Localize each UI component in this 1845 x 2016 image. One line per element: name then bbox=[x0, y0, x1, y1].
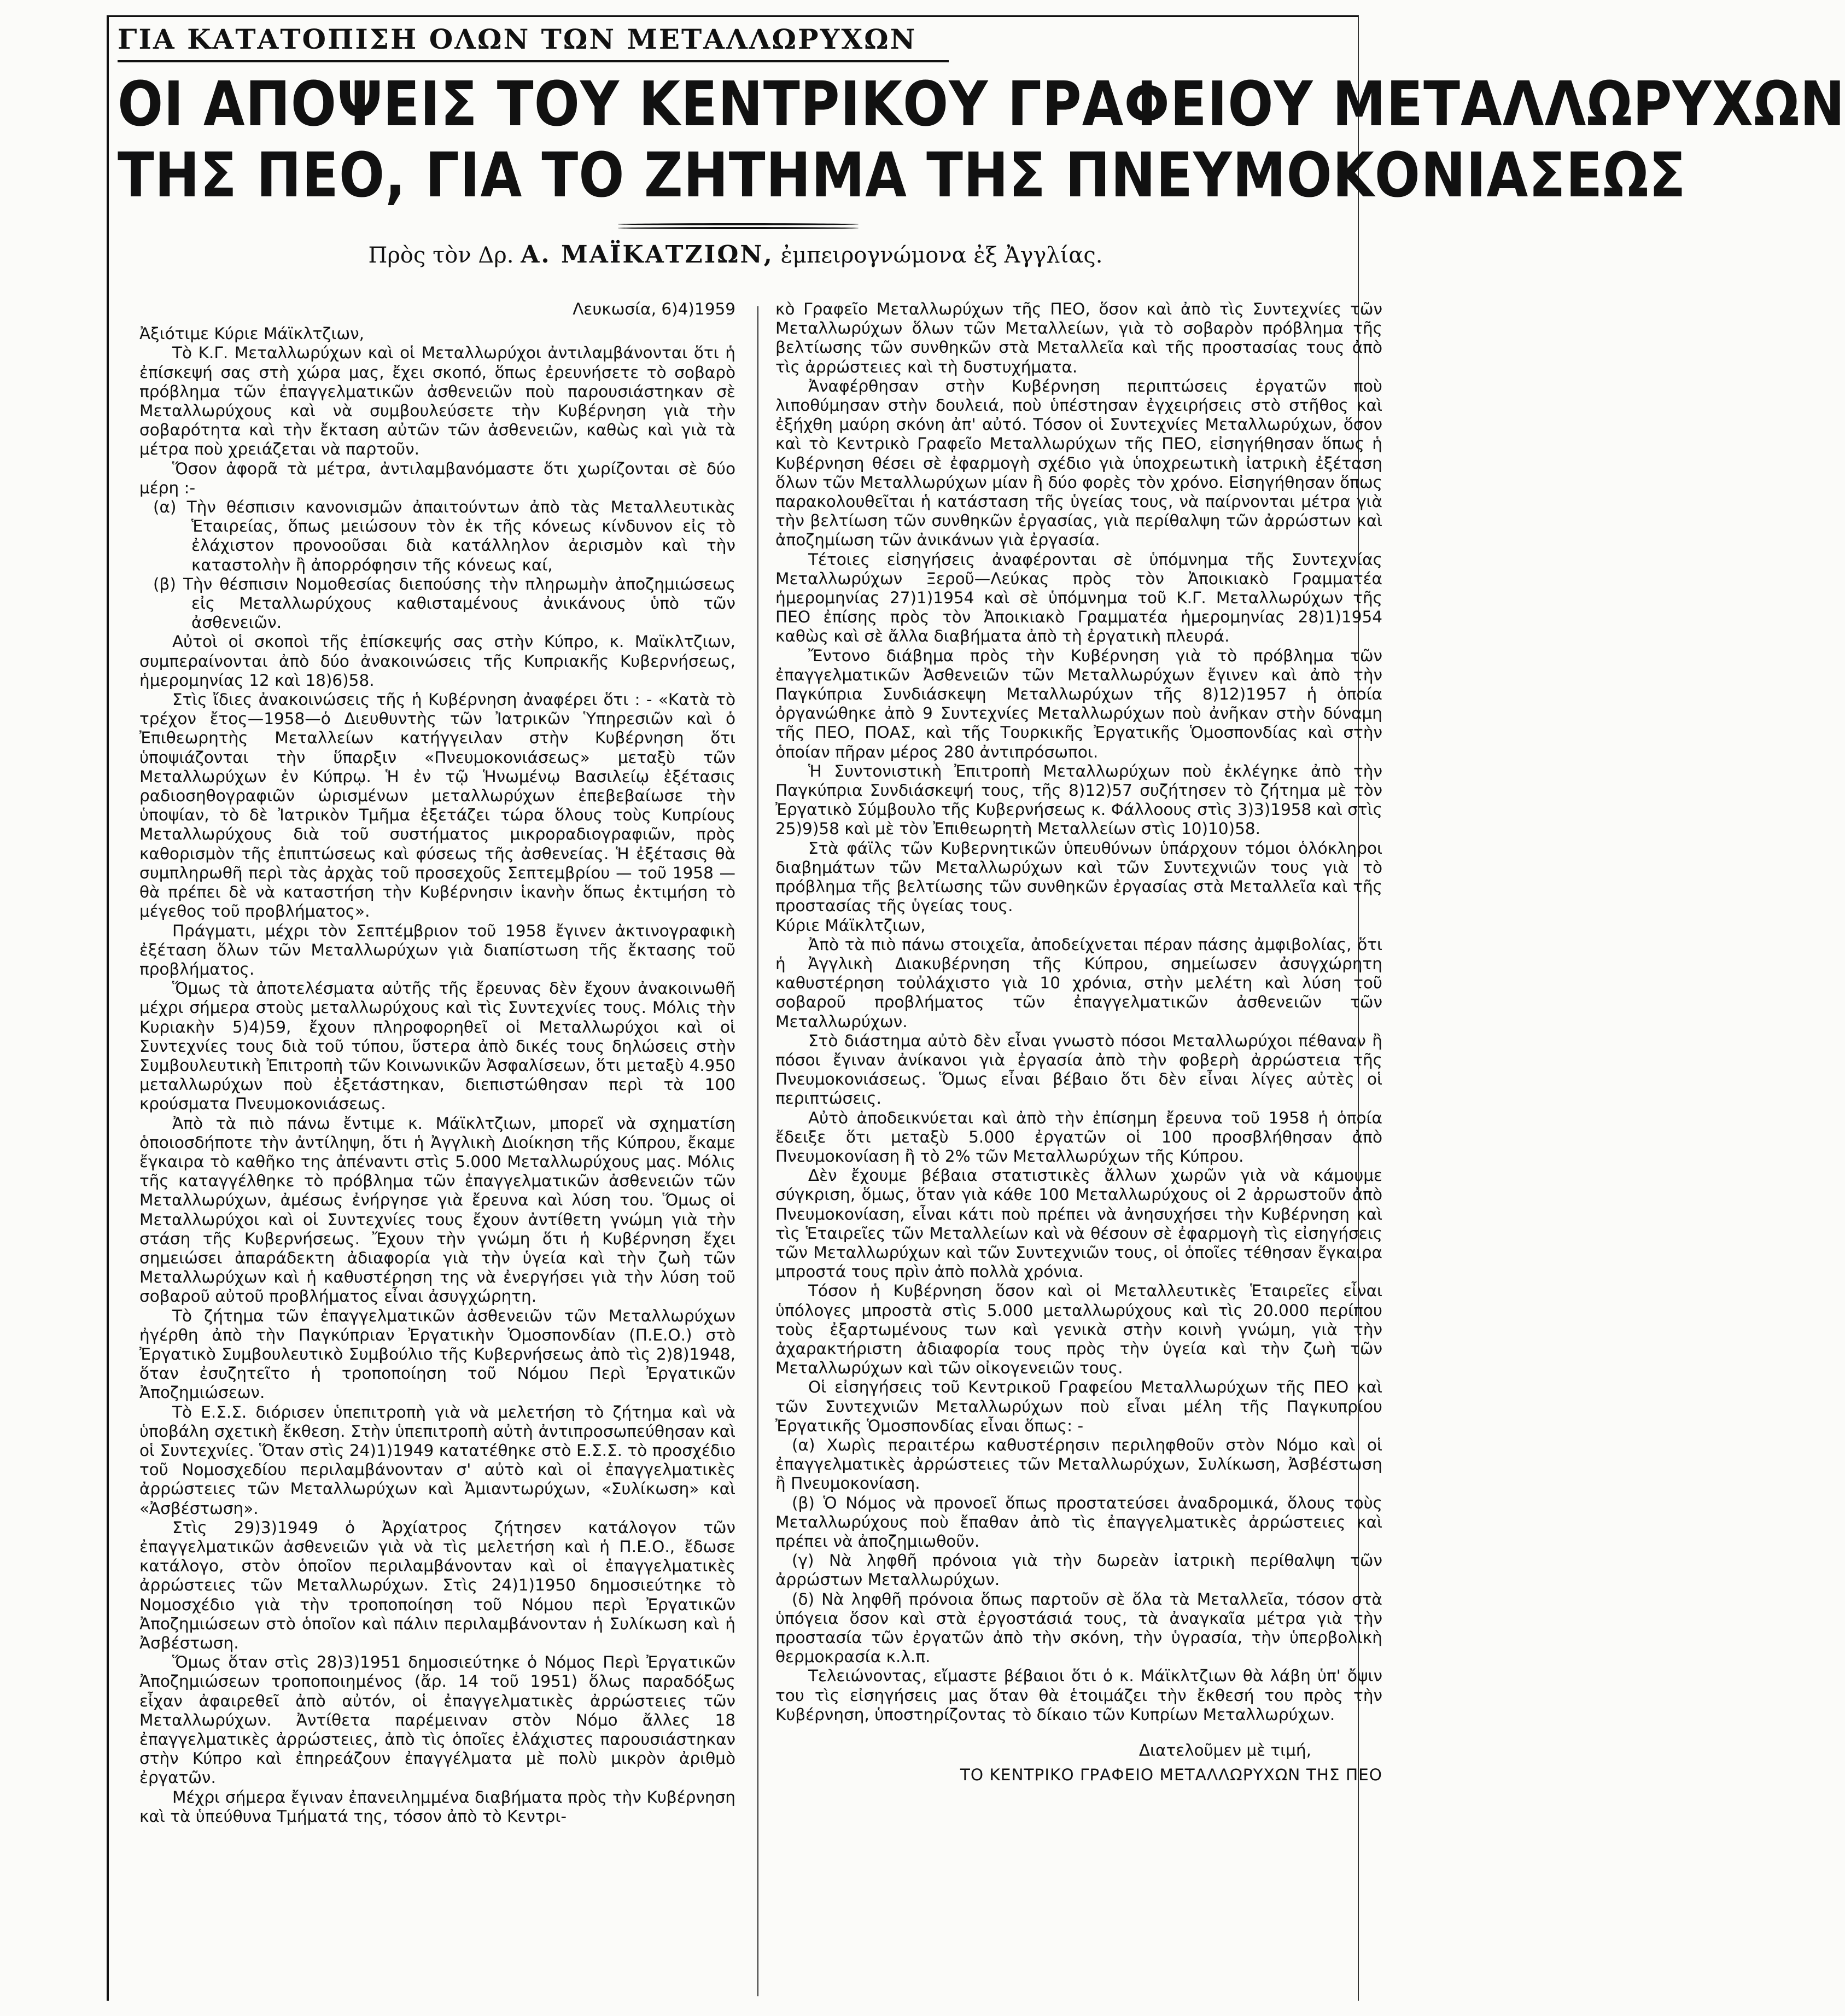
headline-line-2: ΤΗΣ ΠΕΟ, ΓΙΑ ΤΟ ΖΗΤΗΜΑ ΤΗΣ ΠΝΕΥΜΟΚΟΝΙΑΣΕΩΣ bbox=[118, 139, 1686, 212]
paragraph: Τὸ Ε.Σ.Σ. διόρισεν ὑπεπιτροπὴ γιὰ νὰ μελετήση τὸ ζήτημα καὶ νὰ ὑποβάλη σχετικὴ ἔκθεση. Στὴν ὑπεπιτροπὴ αὐτὴ ἀντιπροσωπεύθησαν καὶ οἱ Συντεχνίες. Ὅταν στὶς 24)1)1949 κατατέθηκε στὸ Ε.Σ.Σ. τὸ προσχέδιο τοῦ Νομοσχεδίου περιλαμβάνονταν σ' αὐτὸ καὶ οἱ ἐπαγγελματικὲς ἀρρώστειες τῶν Μεταλλωρύχων καὶ Ἀμιαντωρύχων, «Συλίκωση» καὶ «Ἀσβέστωση». bbox=[139, 1402, 735, 1518]
subheading bbox=[118, 240, 1353, 271]
paragraph: Στὶς ἴδιες ἀνακοινώσεις τῆς ἡ Κυβέρνηση ἀναφέρει ὅτι : - «Κατὰ τὸ τρέχον ἔτος—1958—ὁ Διευθυντὴς τῶν Ἰατρικῶν Ὑπηρεσιῶν καὶ ὁ Ἐπιθεωρητὴς Μεταλλείων κατήγγειλαν στὴν Κυβέρνηση ὅτι ὑποψιάζονται τὴν ὕπαρξιν «Πνευμοκονιάσεως» μεταξὺ τῶν Μεταλλωρύχων ἐν Κύπρῳ. Ἡ ἐν τῷ Ἡνωμένῳ Βασιλείῳ ἐξέτασις ραδιοσηθογραφιῶν ὡρισμένων μεταλλωρύχων ἐπεβεβαίωσε τὴν ὑποψίαν, τὸ δὲ Ἰατρικὸν Τμῆμα ἐξετάζει τώρα ὅλους τοὺς Κυπρίους Μεταλλωρύχους διὰ τοῦ συστήματος μικροραδιογραφιῶν, πρὸς καθορισμὸν τῆς ἐπιπτώσεως καὶ φύσεως τῆς ἀσθενείας. Ἡ ἐξέτασις θὰ συμπληρωθῆ περὶ τὰς ἀρχὰς τοῦ προσεχοῦς Σεπτεμβρίου — τοῦ 1958 — θὰ πρέπει δὲ νὰ καταστήση τὴν Κυβέρνησιν ἱκανὴν ὅπως ἐκτιμήση τὸ μέγεθος τοῦ προβλήματος». bbox=[139, 690, 735, 921]
headline-line-1: ΟΙ ΑΠΟΨΕΙΣ ΤΟΥ ΚΕΝΤΡΙΚΟΥ ΓΡΑΦΕΙΟΥ ΜΕΤΑΛΛΩΡΥΧΩΝ bbox=[118, 68, 1845, 141]
subhead-name: Α. ΜΑΪΚΑΤΖΙΩΝ, bbox=[521, 241, 774, 269]
paragraph: Ἀναφέρθησαν στὴν Κυβέρνηση περιπτώσεις ἐργατῶν ποὺ λιποθύμησαν στὴν δουλειά, ποὺ ὑπέστησαν ἐγχειρήσεις στὸ στῆθος καὶ ἐξήχθη μαύρη σκόνη ἀπ' αὐτό. Τόσον οἱ Συντεχνίες Μεταλλωρύχων, ὅσον καὶ τὸ Κεντρικὸ Γραφεῖο Μεταλλωρύχων τῆς ΠΕΟ, εἰσηγήθησαν ὅπως ἡ Κυβέρνηση θέσει σὲ ἐφαρμογὴ σχέδιο γιὰ ὑποχρεωτικὴ ἰατρικὴ ἐξέταση ὅλων τῶν Μεταλλωρύχων μίαν ἢ δύο φορὲς τὸν χρόνο. Εἰσηγήθησαν ὅπως παρακολουθεῖται ἡ κατάσταση τῆς ὑγείας τους, νὰ παίρνονται μέτρα γιὰ τὴν βελτίωση τῶν συνθηκῶν ἐργασίας, γιὰ περίθαλψη τῶν ἀρρώστων καὶ ἀποζημίωση τῶν ἀνικάνων γιὰ ἐργασία. bbox=[775, 376, 1382, 550]
address-line: Κύριε Μάϊκλτζιων, bbox=[775, 916, 926, 935]
paragraph: κὸ Γραφεῖο Μεταλλωρύχων τῆς ΠΕΟ, ὅσον καὶ ἀπὸ τὶς Συντεχνίες τῶν Μεταλλωρύχων ὅλων τῶν Μεταλλείων, γιὰ τὸ σοβαρὸν πρόβλημα τῆς βελτίωσης τῶν συνθηκῶν στὰ Μεταλλεῖα καὶ τῆς προστασίας τους ἀπὸ τὶς ἀρρώστειες καὶ τὴ δυστυχήματα. bbox=[775, 300, 1382, 376]
subhead-prefix: Πρὸς τὸν Δρ. bbox=[368, 243, 514, 268]
paragraph: Αὐτὸ ἀποδεικνύεται καὶ ἀπὸ τὴν ἐπίσημη ἔρευνα τοῦ 1958 ἡ ὁποία ἔδειξε ὅτι μεταξὺ 5.000 ἐργατῶν οἱ 100 προσβλήθησαν ἀπὸ Πνευμοκονίαση ἢ τὸ 2% τῶν Μεταλλωρύχων τῆς Κύπρου. bbox=[775, 1108, 1382, 1166]
paragraph: Στὸ διάστημα αὐτὸ δὲν εἶναι γνωστὸ πόσοι Μεταλλωρύχοι πέθαναν ἢ πόσοι ἔγιναν ἀνίκανοι γιὰ ἐργασία ἀπὸ τὴν φοβερὴ ἀρρώστεια τῆς Πνευμοκονιάσεως. Ὅμως εἶναι βέβαιο ὅτι δὲν εἶναι λίγες αὐτὲς οἱ περιπτώσεις. bbox=[775, 1031, 1382, 1108]
column-rule bbox=[757, 306, 758, 1996]
paragraph: Δὲν ἔχουμε βέβαια στατιστικὲς ἄλλων χωρῶν γιὰ νὰ κάμουμε σύγκριση, ὅμως, ὅταν γιὰ κάθε 100 Μεταλλωρύχους οἱ 2 ἀρρωστοῦν ἀπὸ Πνευμοκονίαση, εἶναι κάτι ποὺ πρέπει νὰ ἀνησυχήσει τὴν Κυβέρνηση καὶ τὶς Ἑταιρεῖες τῶν Μεταλλείων καὶ νὰ θέσουν σὲ ἐφαρμογὴ τὶς εἰσηγήσεις τῶν Μεταλλωρύχων καὶ τῶν Συντεχνιῶν τους, οἱ ὁποῖες τέθησαν ἔγκαιρα μπροστά τους πρὶν ἀπὸ πολλὰ χρόνια. bbox=[775, 1166, 1382, 1281]
paragraph: Πράγματι, μέχρι τὸν Σεπτέμβριον τοῦ 1958 ἔγινεν ἀκτινογραφικὴ ἐξέταση ὅλων τῶν Μεταλλωρύχων γιὰ διαπίστωση τῆς ἔκτασης τοῦ προβλήματος. bbox=[139, 921, 735, 978]
paragraph: Ὅσον ἀφορᾶ τὰ μέτρα, ἀντιλαμβανόμαστε ὅτι χωρίζονται σὲ δύο μέρη :- bbox=[139, 459, 735, 497]
paragraph: Τόσον ἡ Κυβέρνηση ὅσον καὶ οἱ Μεταλλευτικὲς Ἑταιρεῖες εἶναι ὑπόλογες μπροστὰ στὶς 5.000 μεταλλωρύχους καὶ τὶς 20.000 περίπου τοὺς ἐξαρτωμένους των καὶ γενικὰ στὴν κοινὴ γνώμη, γιὰ τὴν ἀχαρακτήριστη ἀδιαφορία τους πρὸς τὴν ὑγεία καὶ τὴν ζωὴ τῶν Μεταλλωρύχων καὶ τῶν οἰκογενειῶν τους. bbox=[775, 1281, 1382, 1378]
paragraph: Τελειώνοντας, εἴμαστε βέβαιοι ὅτι ὁ κ. Μάϊκλτζιων θὰ λάβη ὑπ' ὄψιν του τὶς εἰσηγήσεις μας ὅταν θὰ ἑτοιμάζει τὴν ἔκθεσή του πρὸς τὴν Κυβέρνηση, ὑποστηρίζοντας τὸ δίκαιο τῶν Κυπρίων Μεταλλωρύχων. bbox=[775, 1667, 1382, 1724]
signature: ΤΟ ΚΕΝΤΡΙΚΟ ΓΡΑΦΕΙΟ ΜΕΤΑΛΛΩΡΥΧΩΝ ΤΗΣ ΠΕΟ bbox=[960, 1766, 1382, 1785]
right-column bbox=[775, 300, 1382, 1785]
paragraph: Στὰ φάϊλς τῶν Κυβερνητικῶν ὑπευθύνων ὑπάρχουν τόμοι ὁλόκληροι διαβημάτων τῶν Μεταλλωρύχων καὶ τῶν Συντεχνιῶν τους γιὰ τὸ πρόβλημα τῆς βελτίωσης τῶν συνθηκῶν ἐργασίας στὰ Μεταλλεῖα καὶ τῆς προστασίας τῆς ὑγείας τους. bbox=[775, 838, 1382, 916]
list-item: (δ) Νὰ ληφθῆ πρόνοια ὅπως παρτοῦν σὲ ὅλα τὰ Μεταλλεῖα, τόσον στὰ ὑπόγεια ὅσον καὶ στὰ ἐργοστάσιά τους, τὰ ἀναγκαῖα μέτρα γιὰ τὴν προστασία τῶν ἐργατῶν ἀπὸ τὴν σκόνη, τὴν ὑγρασία, τὴν ὑπερβολικὴ θερμοκρασία κ.λ.π. bbox=[775, 1589, 1382, 1667]
paragraph: Μέχρι σήμερα ἔγιναν ἐπανειλημμένα διαβήματα πρὸς τὴν Κυβέρνηση καὶ τὰ ὑπεύθυνα Τμήματά της, τόσον ἀπὸ τὸ Κεντρι- bbox=[139, 1787, 735, 1826]
left-column bbox=[139, 300, 735, 1826]
paragraph: Τέτοιες εἰσηγήσεις ἀναφέρονται σὲ ὑπόμνημα τῆς Συντεχνίας Μεταλλωρύχων Ξεροῦ—Λεύκας πρὸς τὸν Ἀποικιακὸ Γραμματέα ἡμερομηνίας 27)1)1954 καὶ σὲ ὑπόμνημα τοῦ Κ.Γ. Μεταλλωρύχων τῆς ΠΕΟ ἐπίσης πρὸς τὸν Ἀποικιακὸ Γραμματέα ἡμερομηνίας 28)1)1954 καθὼς καὶ σὲ ἄλλα διαβήματα ἀπὸ τὴ ἐργατικὴ πλευρά. bbox=[775, 550, 1382, 646]
paragraph: Οἱ εἰσηγήσεις τοῦ Κεντρικοῦ Γραφείου Μεταλλωρύχων τῆς ΠΕΟ καὶ τῶν Συντεχνιῶν Μεταλλωρύχων ποὺ εἶναι μέλη τῆς Παγκυπρίου Ἐργατικῆς Ὁμοσπονδίας εἶναι ὅπως: - bbox=[775, 1378, 1382, 1435]
kicker-underline bbox=[118, 60, 949, 62]
paragraph: Ἀπὸ τὰ πιὸ πάνω στοιχεῖα, ἀποδείχνεται πέραν πάσης ἀμφιβολίας, ὅτι ἡ Ἀγγλικὴ Διακυβέρνηση τῆς Κύπρου, σημείωσεν ἀσυγχώρητη καθυστέρηση τοὐλάχιστο γιὰ 10 χρόνια, στὴν μελέτη καὶ λύση τοῦ σοβαροῦ προβλήματος τῶν ἐπαγγελματικῶν ἀσθενειῶν τῶν Μεταλλωρύχων. bbox=[775, 935, 1382, 1031]
paragraph: Ἔντονο διάβημα πρὸς τὴν Κυβέρνηση γιὰ τὸ πρόβλημα τῶν ἐπαγγελματικῶν Ἀσθενειῶν τῶν Μεταλλωρύχων ἔγινεν καὶ ἀπὸ τὴν Παγκύπρια Συνδιάσκεψη Μεταλλωρύχων τῆς 8)12)1957 ἡ ὁποία ὀργανώθηκε ἀπὸ 9 Συντεχνίες Μεταλλωρύχων ποὺ ἀνῆκαν στὴν δύναμη τῆς ΠΕΟ, ΠΟΑΣ, καὶ τῆς Τουρκικῆς Ἐργατικῆς Ὁμοσπονδίας καὶ στὴν ὁποίαν πῆραν μέρος 280 ἀντιπρόσωποι. bbox=[775, 646, 1382, 761]
list-item: (α) Χωρὶς περαιτέρω καθυστέρησιν περιληφθοῦν στὸν Νόμο καὶ οἱ ἐπαγγελματικὲς ἀρρώστειες τῶν Μεταλλωρύχων, Συλίκωση, Ἀσβέστωση ἢ Πνευμοκονίαση. bbox=[775, 1435, 1382, 1493]
paragraph: Τὸ Κ.Γ. Μεταλλωρύχων καὶ οἱ Μεταλλωρύχοι ἀντιλαμβάνονται ὅτι ἡ ἐπίσκεψή σας στὴ χώρα μας, ἔχει σκοπό, ὅπως ἐρευνήσετε τὸ σοβαρὸ πρόβλημα τῶν ἐπαγγελματικῶν ἀσθενειῶν ποὺ παρουσιάστηκαν σὲ Μεταλλωρύχους καὶ νὰ συμβουλεύσετε τὴν Κυβέρνηση γιὰ τὴν σοβαρότητα καὶ τὴν ἔκταση αὐτῶν τῶν ἀσθενειῶν, καθὼς καὶ γιὰ τὰ μέτρα ποὺ χρειάζεται νὰ παρτοῦν. bbox=[139, 343, 735, 459]
ornamental-divider bbox=[618, 222, 859, 227]
paragraph: Ἡ Συντονιστικὴ Ἐπιτροπὴ Μεταλλωρύχων ποὺ ἐκλέγηκε ἀπὸ τὴν Παγκύπρια Συνδιάσκεψή τους, τῆς 8)12)57 συζήτησεν τὸ ζήτημα μὲ τὸν Ἐργατικὸ Σύμβουλο τῆς Κυβερνήσεως κ. Φάλλοους στὶς 3)3)1958 καὶ στὶς 25)9)58 καὶ μὲ τὸν Ἐπιθεωρητὴ Μεταλλείων στὶς 10)10)58. bbox=[775, 761, 1382, 838]
list-item: (α) Τὴν θέσπισιν κανονισμῶν ἀπαιτούντων ἀπὸ τὰς Μεταλλευτικὰς Ἑταιρείας, ὅπως μειώσουν τὸν ἐκ τῆς κόνεως κίνδυνον εἰς τὸ ἐλάχιστον προνοοῦσαι διὰ κατάλληλον ἀερισμὸν καὶ τὴν καταστολὴν ἢ ἀπορρόφησιν τῆς κόνεως καί, bbox=[153, 498, 735, 574]
paragraph: Ὅμως τὰ ἀποτελέσματα αὐτῆς τῆς ἔρευνας δὲν ἔχουν ἀνακοινωθῆ μέχρι σήμερα στοὺς μεταλλωρύχους καὶ τὶς Συντεχνίες τους. Μόλις τὴν Κυριακὴν 5)4)59, ἔχουν πληροφορηθεῖ οἱ Μεταλλωρύχοι καὶ οἱ Συντεχνίες τους διὰ τοῦ τύπου, ὕστερα ἀπὸ δικές τους δηλώσεις στὴν Συμβουλευτικὴ Ἐπιτροπὴ τῶν Κοινωνικῶν Ἀσφαλίσεων, ὅτι μεταξὺ 4.950 μεταλλωρύχων ποὺ ἐξετάστηκαν, διεπιστώθησαν περὶ τὰ 100 κρούσματα Πνευμοκονιάσεως. bbox=[139, 979, 735, 1114]
closing-line: Διατελοῦμεν μὲ τιμή, bbox=[1138, 1741, 1311, 1760]
paragraph: Ἀπὸ τὰ πιὸ πάνω ἔντιμε κ. Μάϊκλτζιων, μπορεῖ νὰ σχηματίση ὁποιοσδήποτε τὴν ἀντίληψη, ὅτι ἡ Ἀγγλικὴ Διοίκηση τῆς Κύπρου, ἔκαμε ἔγκαιρα τὸ καθῆκο της ἀπέναντι στὶς 5.000 Μεταλλωρύχους μας. Μόλις τῆς καταγγέλθηκε τὸ πρόβλημα τῶν ἐπαγγελματικῶν ἀσθενειῶν τῶν Μεταλλωρύχων, ἀμέσως ἐνήργησε γιὰ ἔρευνα καὶ λύση του. Ὅμως οἱ Μεταλλωρύχοι καὶ οἱ Συντεχνίες τους ἔχουν ἀντίθετη γνώμη γιὰ τὴν στάση τῆς Κυβερνήσεως. Ἔχουν τὴν γνώμη ὅτι ἡ Κυβέρνηση ἔχει σημειώσει ἀπαράδεκτη ἀδιαφορία γιὰ τὴν ὑγεία καὶ τὴν ζωὴ τῶν Μεταλλωρύχων καὶ ἡ καθυστέρηση της νὰ ἐνεργήσει γιὰ τὴν λύση τοῦ σοβαροῦ αὐτοῦ προβλήματος εἶναι ἀσυγχώρητη. bbox=[139, 1114, 735, 1306]
paragraph: Τὸ ζήτημα τῶν ἐπαγγελματικῶν ἀσθενειῶν τῶν Μεταλλωρύχων ἠγέρθη ἀπὸ τὴν Παγκύπριαν Ἐργατικὴν Ὁμοσπονδίαν (Π.Ε.Ο.) στὸ Ἐργατικὸ Συμβουλευτικὸ Συμβούλιο τῆς Κυβερνήσεως ἀπὸ τὶς 2)8)1948, ὅταν ἐσυζητεῖτο ἡ τροποποίηση τοῦ Νόμου Περὶ Ἐργατικῶν Ἀποζημιώσεων. bbox=[139, 1306, 735, 1402]
kicker-heading: ΓΙΑ ΚΑΤΑΤΟΠΙΣΗ ΟΛΩΝ ΤΩΝ ΜΕΤΑΛΛΩΡΥΧΩΝ bbox=[118, 23, 917, 55]
paragraph: Αὐτοὶ οἱ σκοποὶ τῆς ἐπίσκεψής σας στὴν Κύπρο, κ. Μαϊκλτζιων, συμπεραίνονται ἀπὸ δύο ἀνακοινώσεις τῆς Κυπριακῆς Κυβερνήσεως, ἡμερομηνίας 12 καὶ 18)6)58. bbox=[139, 632, 735, 690]
salutation: Ἀξιότιμε Κύριε Μάϊκλτζιων, bbox=[139, 324, 365, 343]
paragraph: Ὅμως ὅταν στὶς 28)3)1951 δημοσιεύτηκε ὁ Νόμος Περὶ Ἐργατικῶν Ἀποζημιώσεων τροποποιημένος (ἄρ. 14 τοῦ 1951) ὅλως παραδόξως εἶχαν ἀφαιρεθεῖ ἀπὸ αὐτόν, οἱ ἐπαγγελματικὲς ἀρρώστειες τῶν Μεταλλωρύχων. Ἀντίθετα παρέμειναν στὸν Νόμο ἄλλες 18 ἐπαγγελματικὲς ἀρρώστειες, ἀπὸ τὶς ὁποῖες ἐλάχιστες παρουσιάστηκαν στὴν Κύπρο καὶ ἐπηρεάζουν ἐπαγγέλματα μὲ πολὺ μικρὸν ἀριθμὸ ἐργατῶν. bbox=[139, 1653, 735, 1787]
paragraph: Στὶς 29)3)1949 ὁ Ἀρχίατρος ζήτησεν κατάλογον τῶν ἐπαγγελματικῶν ἀσθενειῶν γιὰ νὰ τὶς μελετήση καὶ ἡ Π.Ε.Ο., ἔδωσε κατάλογο, στὸν ὁποῖον περιλαμβάνονταν καὶ οἱ ἐπαγγελματικὲς ἀρρώστειες τῶν Μεταλλωρύχων. Στὶς 24)1)1950 δημοσιεύτηκε τὸ Νομοσχέδιο γιὰ τὴν τροποποίηση τοῦ Νόμου περὶ Ἐργατικῶν Ἀποζημιώσεων στὸ ὁποῖον καὶ πάλιν περιλαμβάνονταν ἡ Συλίκωση καὶ ἡ Ἀσβέστωση. bbox=[139, 1518, 735, 1653]
list-item: (γ) Νὰ ληφθῆ πρόνοια γιὰ τὴν δωρεὰν ἰατρικὴ περίθαλψη τῶν ἀρρώστων Μεταλλωρύχων. bbox=[775, 1551, 1382, 1589]
list-item: (β) Τὴν θέσπισιν Νομοθεσίας διεπούσης τὴν πληρωμὴν ἀποζημιώσεως εἰς Μεταλλωρύχους καθισταμένους ἀνικάνους ὑπὸ τῶν ἀσθενειῶν. bbox=[153, 574, 735, 632]
list-item: (β) Ὁ Νόμος νὰ προνοεῖ ὅπως προστατεύσει ἀναδρομικά, ὅλους τοὺς Μεταλλωρύχους ποὺ ἔπαθαν ἀπὸ τὶς ἐπαγγελματικὲς ἀρρώστειες καὶ πρέπει νὰ ἀποζημιωθοῦν. bbox=[775, 1493, 1382, 1551]
subhead-suffix: ἐμπειρογνώμονα ἐξ Ἀγγλίας. bbox=[780, 243, 1103, 268]
dateline: Λευκωσία, 6)4)1959 bbox=[573, 300, 735, 318]
